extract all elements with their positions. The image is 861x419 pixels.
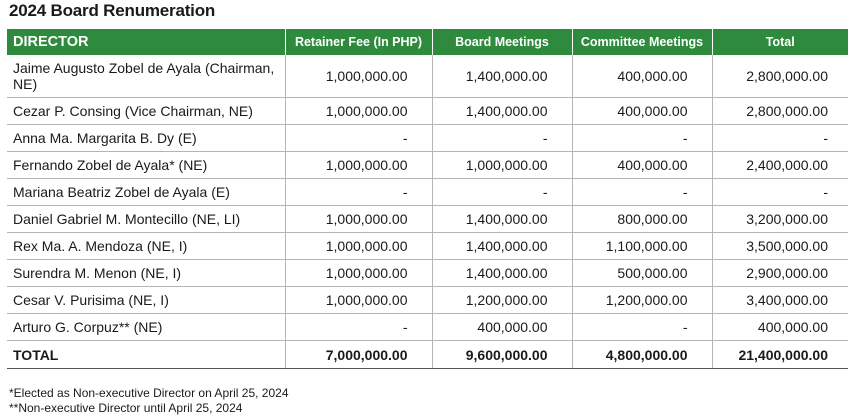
committee-meetings-cell: 400,000.00 [572, 152, 712, 179]
total-cell: 2,800,000.00 [712, 98, 848, 125]
total-cell: - [712, 125, 848, 152]
director-name: Cesar V. Purisima (NE, I) [7, 287, 285, 314]
retainer-fee-cell: - [285, 125, 432, 152]
table-row [7, 55, 848, 98]
director-name: Daniel Gabriel M. Montecillo (NE, LI) [7, 206, 285, 233]
table-row [7, 98, 848, 125]
board-renumeration-table [7, 29, 848, 369]
table-row [7, 179, 848, 206]
retainer-fee-cell: 1,000,000.00 [285, 98, 432, 125]
director-name: Arturo G. Corpuz** (NE) [7, 314, 285, 341]
total-cell: 400,000.00 [712, 314, 848, 341]
total-board-meetings: 9,600,000.00 [432, 341, 572, 369]
director-name: Surendra M. Menon (NE, I) [7, 260, 285, 287]
footnote: *Elected as Non-executive Director on April 25, 2024 [9, 386, 289, 400]
table-row [7, 233, 848, 260]
column-header-board-meetings: Board Meetings [432, 29, 572, 55]
table-row [7, 206, 848, 233]
retainer-fee-cell: 1,000,000.00 [285, 55, 432, 98]
committee-meetings-cell: 1,100,000.00 [572, 233, 712, 260]
retainer-fee-cell: 1,000,000.00 [285, 260, 432, 287]
total-cell: - [712, 179, 848, 206]
committee-meetings-cell: 1,200,000.00 [572, 287, 712, 314]
board-meetings-cell: 1,400,000.00 [432, 98, 572, 125]
board-meetings-cell: - [432, 125, 572, 152]
retainer-fee-cell: 1,000,000.00 [285, 287, 432, 314]
retainer-fee-cell: - [285, 179, 432, 206]
retainer-fee-cell: - [285, 314, 432, 341]
board-meetings-cell: 1,400,000.00 [432, 233, 572, 260]
director-name: Cezar P. Consing (Vice Chairman, NE) [7, 98, 285, 125]
total-label: TOTAL [7, 341, 285, 369]
director-name: Rex Ma. A. Mendoza (NE, I) [7, 233, 285, 260]
board-meetings-cell: 1,400,000.00 [432, 55, 572, 98]
committee-meetings-cell: 500,000.00 [572, 260, 712, 287]
table-row [7, 152, 848, 179]
committee-meetings-cell: 800,000.00 [572, 206, 712, 233]
total-cell: 3,500,000.00 [712, 233, 848, 260]
table-row [7, 287, 848, 314]
total-committee-meetings: 4,800,000.00 [572, 341, 712, 369]
board-meetings-cell: - [432, 179, 572, 206]
table-row [7, 260, 848, 287]
board-meetings-cell: 400,000.00 [432, 314, 572, 341]
column-header-total: Total [712, 29, 848, 55]
footnote: **Non-executive Director until April 25, 2024 [9, 401, 243, 415]
column-header-committee-meetings: Committee Meetings [572, 29, 712, 55]
footnotes [9, 386, 289, 416]
table-row [7, 314, 848, 341]
committee-meetings-cell: - [572, 125, 712, 152]
committee-meetings-cell: - [572, 179, 712, 206]
board-meetings-cell: 1,000,000.00 [432, 152, 572, 179]
committee-meetings-cell: 400,000.00 [572, 55, 712, 98]
total-cell: 3,200,000.00 [712, 206, 848, 233]
total-cell: 2,800,000.00 [712, 55, 848, 98]
table-row [7, 125, 848, 152]
committee-meetings-cell: - [572, 314, 712, 341]
total-cell: 2,400,000.00 [712, 152, 848, 179]
retainer-fee-cell: 1,000,000.00 [285, 206, 432, 233]
director-name: Fernando Zobel de Ayala* (NE) [7, 152, 285, 179]
director-name: Jaime Augusto Zobel de Ayala (Chairman, NE) [7, 55, 285, 98]
committee-meetings-cell: 400,000.00 [572, 98, 712, 125]
director-name: Mariana Beatriz Zobel de Ayala (E) [7, 179, 285, 206]
board-meetings-cell: 1,400,000.00 [432, 206, 572, 233]
column-header-director: DIRECTOR [7, 29, 285, 55]
board-meetings-cell: 1,400,000.00 [432, 260, 572, 287]
total-cell: 3,400,000.00 [712, 287, 848, 314]
table-header-row [7, 29, 848, 55]
retainer-fee-cell: 1,000,000.00 [285, 233, 432, 260]
total-row [7, 341, 848, 369]
page-title: 2024 Board Renumeration [9, 1, 216, 20]
board-meetings-cell: 1,200,000.00 [432, 287, 572, 314]
grand-total: 21,400,000.00 [712, 341, 848, 369]
director-name: Anna Ma. Margarita B. Dy (E) [7, 125, 285, 152]
retainer-fee-cell: 1,000,000.00 [285, 152, 432, 179]
total-cell: 2,900,000.00 [712, 260, 848, 287]
column-header-retainer-fee: Retainer Fee (In PHP) [285, 29, 432, 55]
total-retainer-fee: 7,000,000.00 [285, 341, 432, 369]
